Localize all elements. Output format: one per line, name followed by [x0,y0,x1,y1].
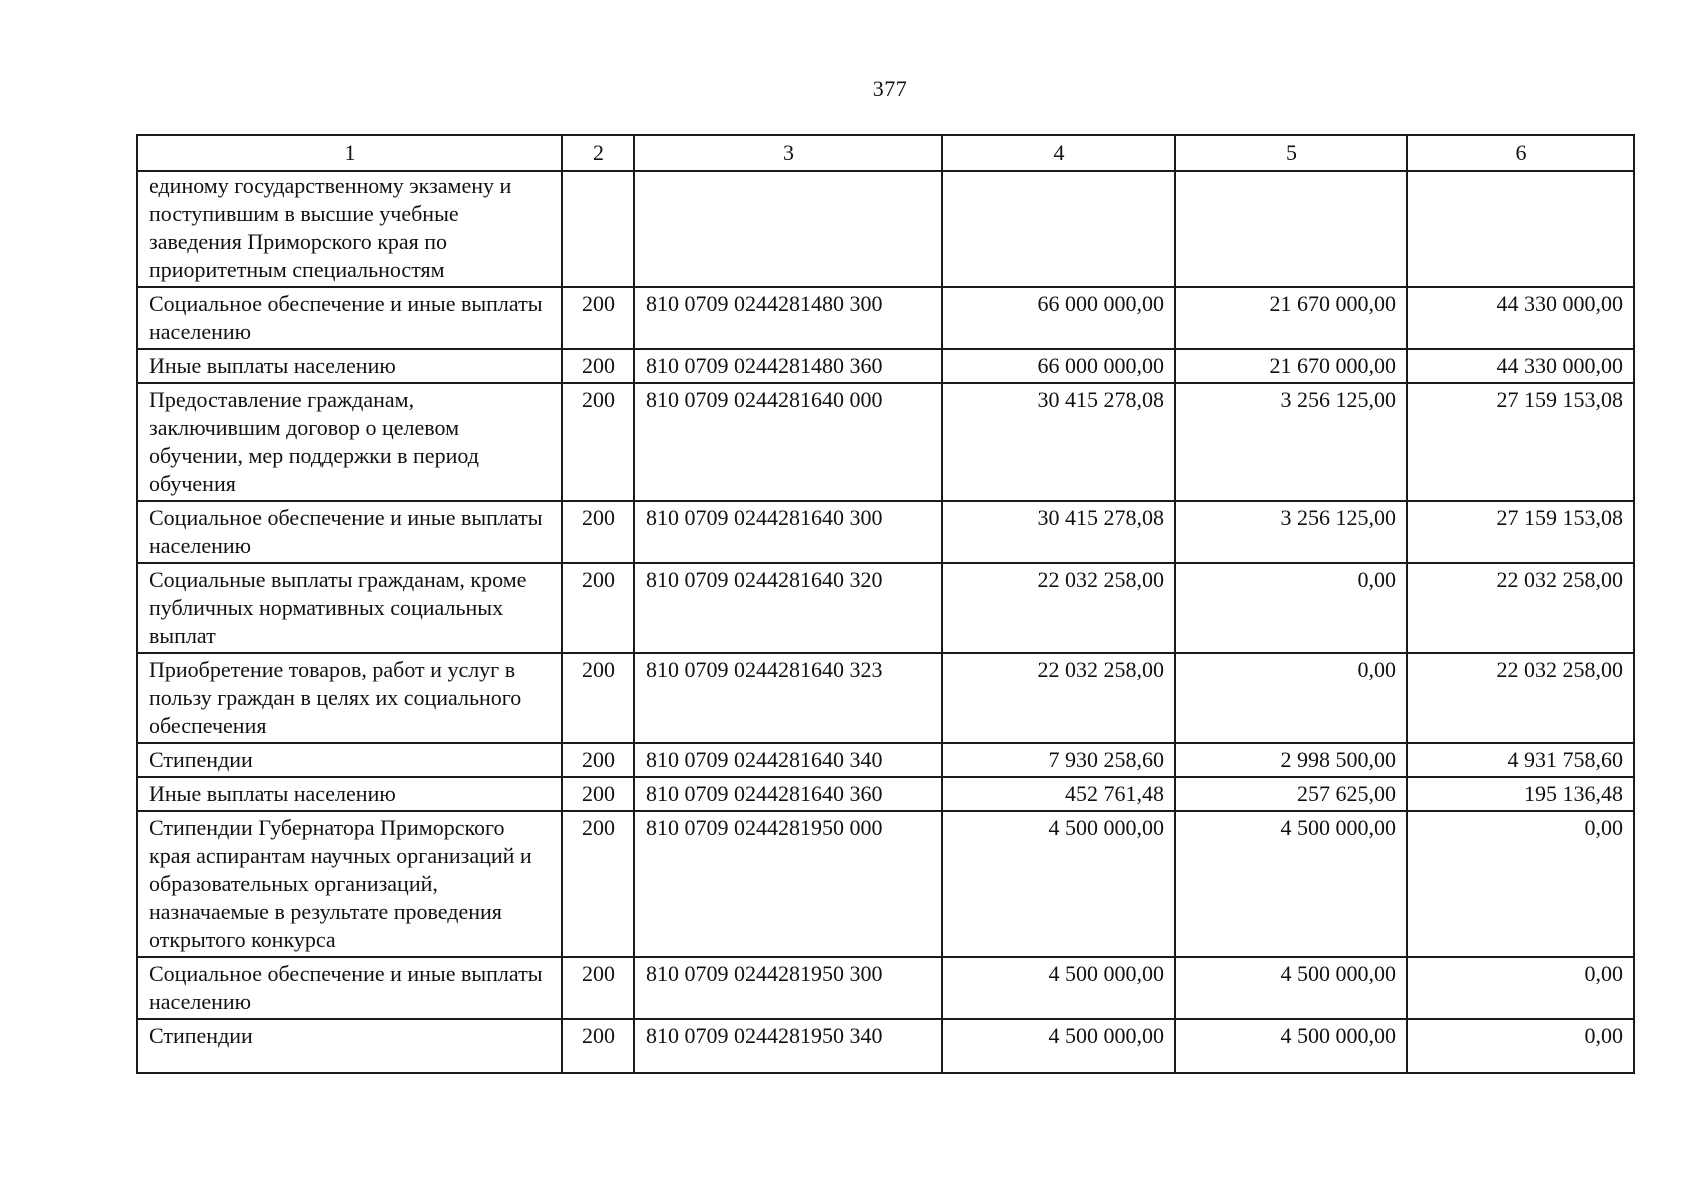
table-row [137,563,1634,653]
row-name: Иные выплаты населению [137,349,562,383]
row-code: 810 0709 0244281640 360 [634,777,942,811]
row-col6: 195 136,48 [1407,777,1634,811]
row-code: 810 0709 0244281480 360 [634,349,942,383]
row-col5: 21 670 000,00 [1175,287,1407,349]
table-row [137,349,1634,383]
row-name: Социальное обеспечение и иные выплаты населению [137,957,562,1019]
row-col6: 27 159 153,08 [1407,501,1634,563]
row-code: 810 0709 0244281480 300 [634,287,942,349]
row-col4: 66 000 000,00 [942,287,1175,349]
header-cell: 5 [1175,135,1407,171]
header-row [137,135,1634,171]
row-col5: 21 670 000,00 [1175,349,1407,383]
row-col5: 4 500 000,00 [1175,811,1407,957]
row-col5: 3 256 125,00 [1175,501,1407,563]
row-code: 810 0709 0244281640 000 [634,383,942,501]
row-col2: 200 [562,957,634,1019]
table-row [137,957,1634,1019]
header-cell: 2 [562,135,634,171]
row-col2 [562,171,634,287]
table-row [137,811,1634,957]
row-col5: 4 500 000,00 [1175,1019,1407,1073]
row-code: 810 0709 0244281640 300 [634,501,942,563]
row-col6: 0,00 [1407,1019,1634,1073]
row-col5: 0,00 [1175,563,1407,653]
row-name: единому государственному экзамену и поступившим в высшие учебные заведения Приморского края по приоритетным специальностям [137,171,562,287]
row-code: 810 0709 0244281950 300 [634,957,942,1019]
row-col2: 200 [562,777,634,811]
table-row [137,383,1634,501]
table-row [137,1019,1634,1073]
row-col4: 4 500 000,00 [942,957,1175,1019]
row-col4: 66 000 000,00 [942,349,1175,383]
header-cell: 6 [1407,135,1634,171]
row-col5: 4 500 000,00 [1175,957,1407,1019]
table-row [137,743,1634,777]
row-name: Социальное обеспечение и иные выплаты населению [137,287,562,349]
header-cell: 3 [634,135,942,171]
row-name: Стипендии Губернатора Приморского края аспирантам научных организаций и образовательных организаций, назначаемые в результате проведения открытого конкурса [137,811,562,957]
row-col4: 7 930 258,60 [942,743,1175,777]
row-col4: 4 500 000,00 [942,1019,1175,1073]
row-name: Стипендии [137,743,562,777]
table-row [137,287,1634,349]
row-col2: 200 [562,287,634,349]
row-col4: 22 032 258,00 [942,653,1175,743]
table-row [137,653,1634,743]
row-col6: 4 931 758,60 [1407,743,1634,777]
header-cell: 1 [137,135,562,171]
row-col5: 0,00 [1175,653,1407,743]
row-col4: 30 415 278,08 [942,501,1175,563]
row-col6 [1407,171,1634,287]
row-col2: 200 [562,349,634,383]
row-name: Предоставление гражданам, заключившим договор о целевом обучении, мер поддержки в период обучения [137,383,562,501]
row-code: 810 0709 0244281950 340 [634,1019,942,1073]
row-col6: 22 032 258,00 [1407,563,1634,653]
row-col5: 3 256 125,00 [1175,383,1407,501]
row-col2: 200 [562,1019,634,1073]
row-code: 810 0709 0244281950 000 [634,811,942,957]
row-col4: 22 032 258,00 [942,563,1175,653]
row-col4: 452 761,48 [942,777,1175,811]
row-col2: 200 [562,743,634,777]
row-col4: 4 500 000,00 [942,811,1175,957]
row-code: 810 0709 0244281640 340 [634,743,942,777]
row-col6: 0,00 [1407,957,1634,1019]
row-col5 [1175,171,1407,287]
table-row [137,777,1634,811]
row-col4 [942,171,1175,287]
row-name: Иные выплаты населению [137,777,562,811]
row-code [634,171,942,287]
row-code: 810 0709 0244281640 320 [634,563,942,653]
budget-table [136,134,1635,1074]
row-col4: 30 415 278,08 [942,383,1175,501]
row-name: Социальное обеспечение и иные выплаты населению [137,501,562,563]
row-col6: 27 159 153,08 [1407,383,1634,501]
row-col2: 200 [562,501,634,563]
row-col2: 200 [562,653,634,743]
row-col6: 44 330 000,00 [1407,349,1634,383]
row-col6: 0,00 [1407,811,1634,957]
row-col2: 200 [562,383,634,501]
table-row [137,171,1634,287]
row-col5: 257 625,00 [1175,777,1407,811]
row-col2: 200 [562,563,634,653]
row-col5: 2 998 500,00 [1175,743,1407,777]
row-name: Приобретение товаров, работ и услуг в пользу граждан в целях их социального обеспечения [137,653,562,743]
header-cell: 4 [942,135,1175,171]
row-name: Социальные выплаты гражданам, кроме публичных нормативных социальных выплат [137,563,562,653]
row-name: Стипендии [137,1019,562,1073]
table-row [137,501,1634,563]
row-col6: 22 032 258,00 [1407,653,1634,743]
row-col6: 44 330 000,00 [1407,287,1634,349]
row-code: 810 0709 0244281640 323 [634,653,942,743]
row-col2: 200 [562,811,634,957]
page-number: 377 [872,76,908,101]
